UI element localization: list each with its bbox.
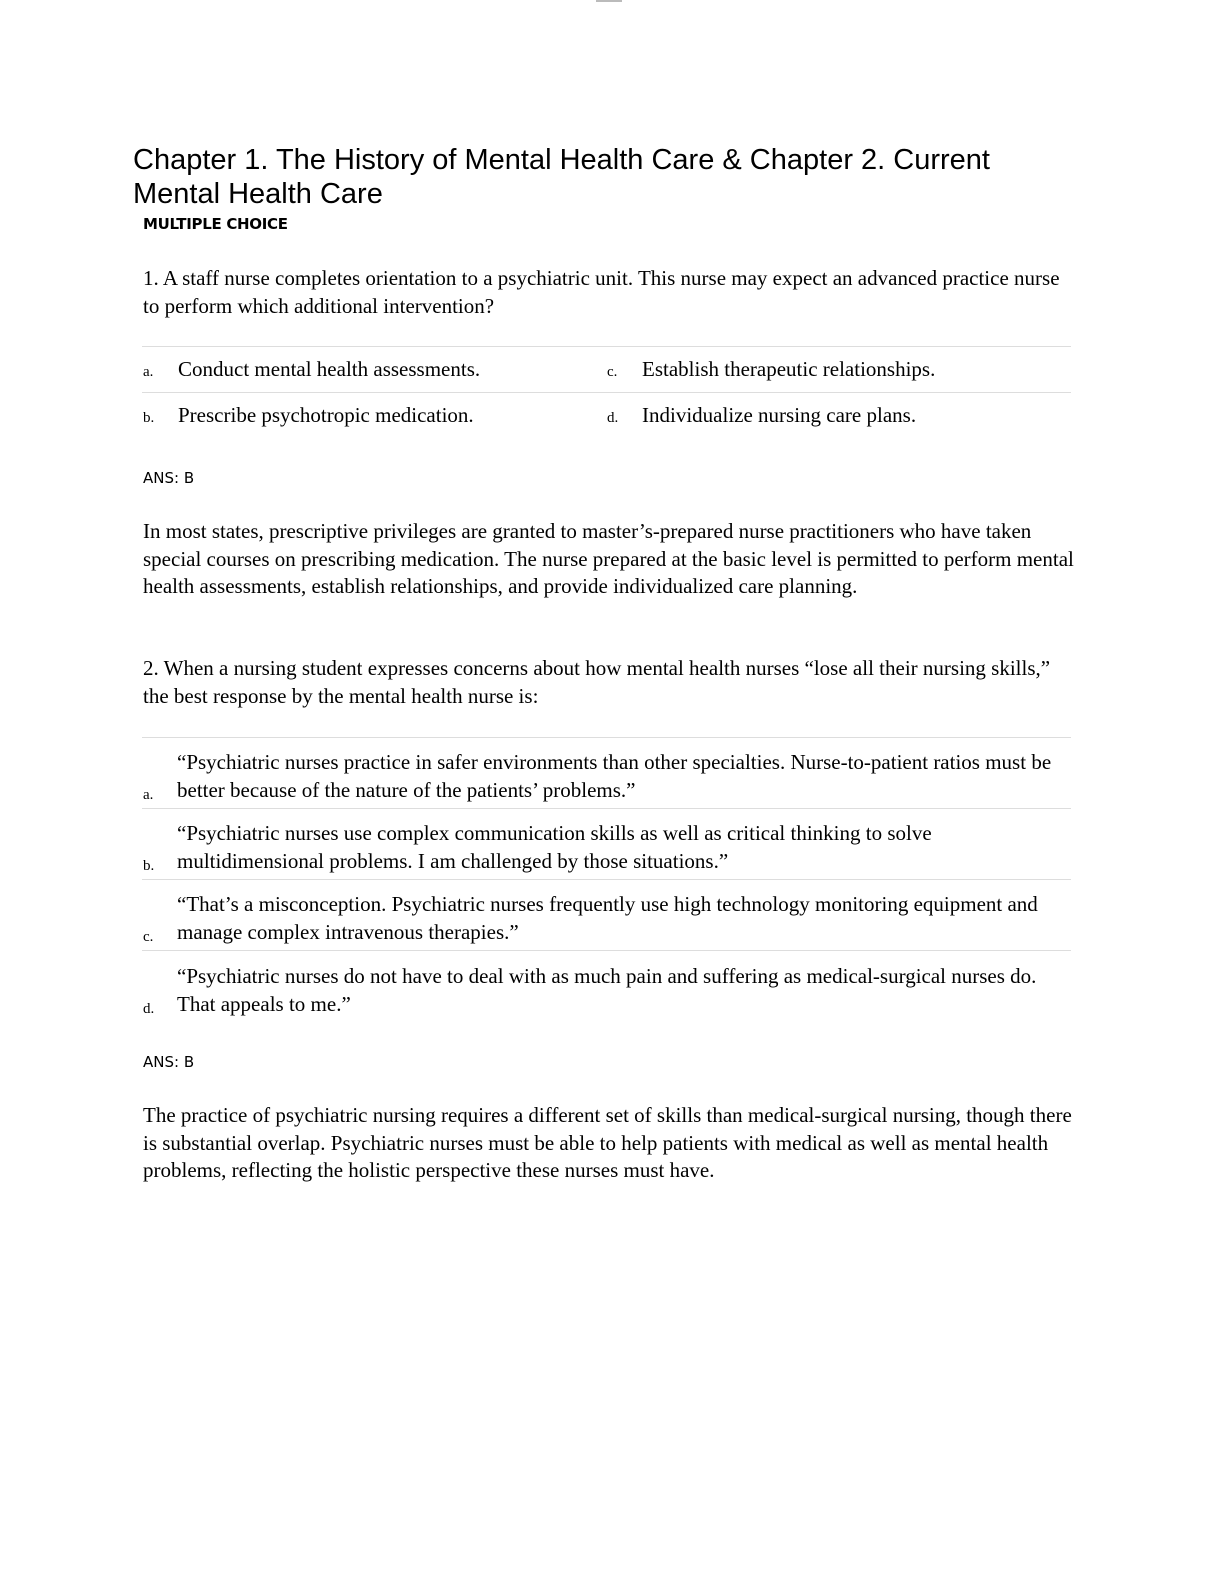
option-d — [606, 403, 1070, 428]
option-text: Prescribe psychotropic medication. — [178, 403, 474, 427]
option-text: Individualize nursing care plans. — [642, 403, 917, 427]
question-2-stem: 2. When a nursing student expresses concerns about how mental health nurses “lose all their nursing skills,” the best response by the mental health nurse is: — [143, 656, 1051, 708]
option-letter: b. — [143, 858, 155, 874]
option-a — [142, 738, 1071, 809]
question-2-rationale: The practice of psychiatric nursing requires a different set of skills than medical-surgical nursing, though there is substantial overlap. Psychiatric nurses must be able to help patients with medical as well as mental health problems, reflecting the holistic perspective these nurses must have. — [143, 1103, 1072, 1182]
option-a — [142, 357, 606, 382]
question-1-options — [142, 346, 1071, 438]
option-letter: c. — [607, 364, 618, 380]
option-letter: d. — [607, 410, 619, 426]
option-text: “Psychiatric nurses do not have to deal with as much pain and suffering as medical-surgical nurses do. That appeals to me.” — [177, 964, 1037, 1016]
option-letter: b. — [143, 410, 155, 426]
option-b — [142, 403, 606, 428]
question-1-rationale: In most states, prescriptive privileges are granted to master’s-prepared nurse practitioners who have taken special courses on prescribing medication. The nurse prepared at the basic level is permitted to perform mental health assessments, establish relationships, and provide individualized care planning. — [143, 519, 1074, 598]
section-label: MULTIPLE CHOICE — [143, 215, 288, 233]
option-text: Establish therapeutic relationships. — [642, 357, 936, 381]
option-text: “Psychiatric nurses practice in safer environments than other specialties. Nurse-to-patient ratios must be better because of the nature of the patients’ problems.” — [177, 750, 1052, 802]
option-c — [606, 357, 1070, 382]
question-2-answer: ANS: B — [143, 1053, 195, 1071]
question-1-stem: 1. A staff nurse completes orientation to a psychiatric unit. This nurse may expect an advanced practice nurse to perform which additional intervention? — [143, 266, 1060, 318]
option-letter: a. — [143, 364, 154, 380]
chapter-title: Chapter 1. The History of Mental Health Care & Chapter 2. Current Mental Health Care — [133, 144, 990, 210]
option-text: “That’s a misconception. Psychiatric nurses frequently use high technology monitoring equipment and manage complex intravenous therapies.” — [177, 892, 1038, 944]
option-letter: c. — [143, 929, 154, 945]
option-b — [142, 809, 1071, 880]
question-2-options — [142, 737, 1071, 1022]
option-letter: a. — [143, 787, 154, 803]
question-1-answer: ANS: B — [143, 469, 195, 487]
option-letter: d. — [143, 1001, 155, 1017]
option-row — [142, 393, 1071, 438]
option-c — [142, 880, 1071, 951]
option-row — [142, 347, 1071, 393]
page-header-mark — [596, 0, 622, 2]
option-d — [142, 951, 1071, 1022]
option-text: “Psychiatric nurses use complex communication skills as well as critical thinking to solve multidimensional problems. I am challenged by those situations.” — [177, 821, 932, 873]
option-text: Conduct mental health assessments. — [178, 357, 481, 381]
